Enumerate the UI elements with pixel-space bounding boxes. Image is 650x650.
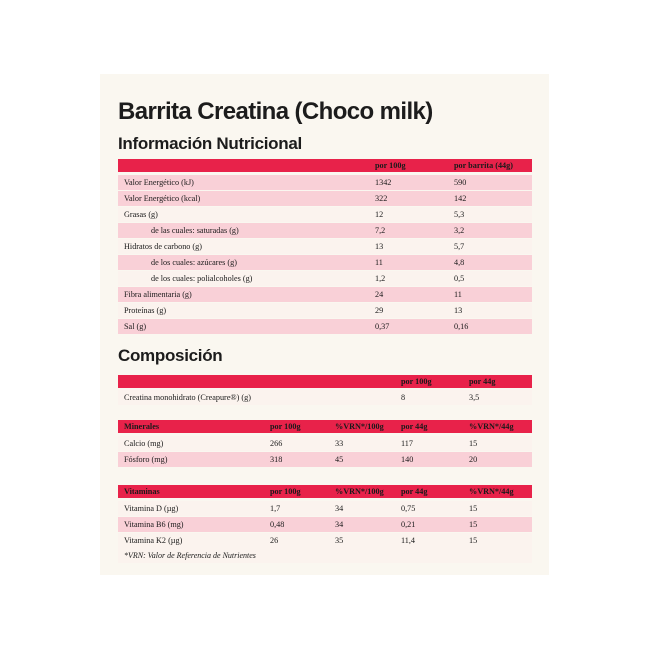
row-label: de los cuales: polialcoholes (g): [151, 274, 253, 283]
row-value-100g: 322: [375, 194, 388, 203]
col-per-44g: por 44g: [401, 422, 428, 431]
row-value-bar: 0,5: [454, 274, 465, 283]
composition-heading: Composición: [118, 346, 223, 365]
row-label: Proteínas (g): [124, 306, 167, 315]
table-row: [118, 436, 532, 451]
table-row: [118, 207, 532, 222]
cell: 45: [335, 455, 344, 464]
cell: 0,21: [401, 520, 416, 529]
table-row: [118, 501, 532, 516]
product-title: Barrita Creatina (Choco milk): [118, 98, 433, 125]
row-value-100g: 1342: [375, 178, 392, 187]
cell: 318: [270, 455, 283, 464]
cell: 33: [335, 439, 344, 448]
row-value-bar: 5,7: [454, 242, 465, 251]
table-row: [118, 271, 532, 286]
row-value-bar: 13: [454, 306, 463, 315]
cell: 11,4: [401, 536, 416, 545]
row-value-100g: 13: [375, 242, 384, 251]
cell: 15: [469, 439, 478, 448]
table-row: [118, 287, 532, 302]
cell: 20: [469, 455, 478, 464]
cell: 34: [335, 520, 344, 529]
cell: 35: [335, 536, 344, 545]
row-value-100g: 8: [401, 393, 406, 402]
row-value-bar: 4,8: [454, 258, 465, 267]
cell: 34: [335, 504, 344, 513]
row-value-44g: 3,5: [469, 393, 480, 402]
row-value-100g: 1,2: [375, 274, 386, 283]
col-per-44g: por 44g: [401, 487, 428, 496]
row-value-bar: 5,3: [454, 210, 465, 219]
minerals-table-header: [118, 420, 532, 433]
row-label: Vitamina B6 (mg): [124, 520, 184, 529]
table-row: [118, 175, 532, 190]
row-value-bar: 3,2: [454, 226, 465, 235]
col-vrn-100g: %VRN*/100g: [335, 487, 384, 496]
table-row: [118, 319, 532, 334]
footnote: [118, 548, 532, 563]
cell: 15: [469, 504, 478, 513]
col-per-100g: por 100g: [401, 377, 432, 386]
row-label: de las cuales: saturadas (g): [151, 226, 239, 235]
nutrition-table-header: [118, 159, 532, 172]
col-vrn-44g: %VRN*/44g: [469, 422, 514, 431]
table-row: [118, 255, 532, 270]
col-per-100g: por 100g: [270, 487, 301, 496]
composition-table-header: [118, 375, 532, 388]
row-value-100g: 11: [375, 258, 383, 267]
table-row: [118, 517, 532, 532]
row-label: Valor Energético (kcal): [124, 194, 201, 203]
table-row: [118, 191, 532, 206]
cell: 15: [469, 520, 478, 529]
row-label: Fósforo (mg): [124, 455, 168, 464]
vitamins-table-header: [118, 485, 532, 498]
cell: 0,48: [270, 520, 285, 529]
row-label: Grasas (g): [124, 210, 158, 219]
row-label: Valor Energético (kJ): [124, 178, 194, 187]
row-value-bar: 11: [454, 290, 462, 299]
col-per-bar: por barrita (44g): [454, 161, 513, 170]
col-vitaminas: Vitaminas: [124, 487, 160, 496]
table-row: [118, 239, 532, 254]
table-row: [118, 303, 532, 318]
col-per-44g: por 44g: [469, 377, 496, 386]
row-label: Creatina monohidrato (Creapure®) (g): [124, 393, 251, 402]
cell: 26: [270, 536, 279, 545]
row-label: Sal (g): [124, 322, 147, 331]
cell: 0,75: [401, 504, 416, 513]
col-minerales: Minerales: [124, 422, 160, 431]
col-per-100g: por 100g: [375, 161, 406, 170]
col-vrn-44g: %VRN*/44g: [469, 487, 514, 496]
row-value-bar: 590: [454, 178, 467, 187]
table-row: [118, 390, 532, 405]
cell: 117: [401, 439, 413, 448]
row-label: Fibra alimentaria (g): [124, 290, 192, 299]
cell: 266: [270, 439, 283, 448]
nutrition-panel: [100, 74, 549, 575]
row-value-bar: 0,16: [454, 322, 469, 331]
row-value-100g: 24: [375, 290, 384, 299]
col-per-100g: por 100g: [270, 422, 301, 431]
footnote-text: *VRN: Valor de Referencia de Nutrientes: [124, 551, 256, 560]
row-value-100g: 7,2: [375, 226, 386, 235]
cell: 140: [401, 455, 414, 464]
row-label: Vitamina D (µg): [124, 504, 179, 513]
col-vrn-100g: %VRN*/100g: [335, 422, 384, 431]
table-row: [118, 223, 532, 238]
row-label: Vitamina K2 (µg): [124, 536, 183, 545]
table-row: [118, 533, 532, 548]
cell: 15: [469, 536, 478, 545]
nutrition-heading: Información Nutricional: [118, 134, 302, 153]
row-value-100g: 12: [375, 210, 384, 219]
row-value-100g: 0,37: [375, 322, 390, 331]
row-label: Hidratos de carbono (g): [124, 242, 202, 251]
cell: 1,7: [270, 504, 281, 513]
table-row: [118, 452, 532, 467]
row-label: de los cuales: azúcares (g): [151, 258, 237, 267]
row-label: Calcio (mg): [124, 439, 164, 448]
row-value-bar: 142: [454, 194, 467, 203]
row-value-100g: 29: [375, 306, 384, 315]
